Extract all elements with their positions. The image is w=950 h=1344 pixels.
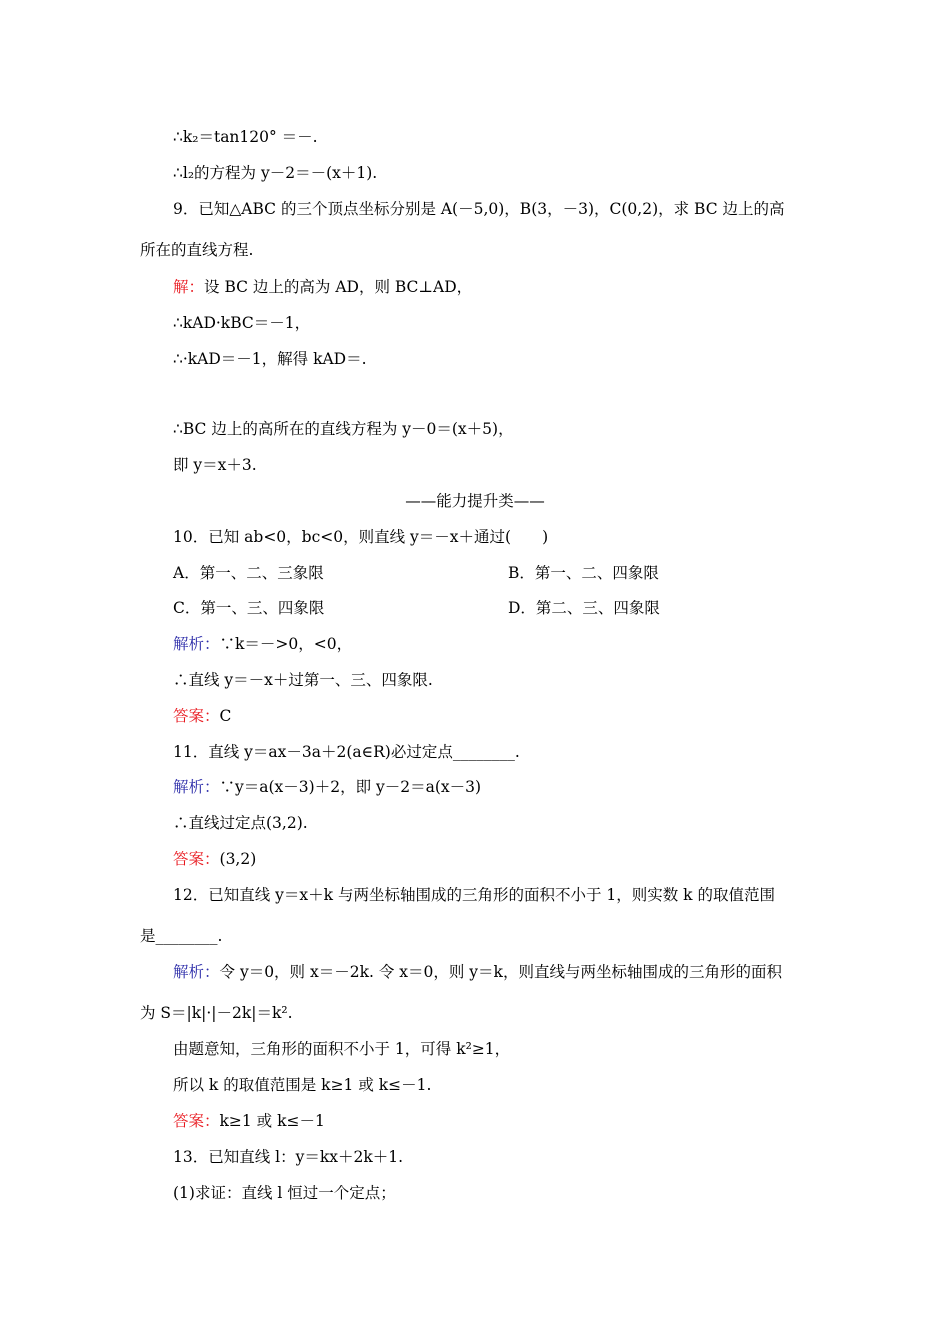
analysis-line <box>173 962 782 982</box>
question-11-stem: 11．直线 y＝ax－3a＋2(a∈R)必过定点________. <box>173 743 520 761</box>
solution-label: 解： <box>173 278 205 296</box>
text-line: ∴k₂＝tan120° ＝－. <box>173 128 318 146</box>
answer-line <box>173 706 231 726</box>
text-line: ∴直线过定点(3,2). <box>173 814 308 832</box>
answer-label: 答案： <box>173 850 220 868</box>
question-13-stem: 13．已知直线 l：y＝kx＋2k＋1. <box>173 1148 404 1166</box>
text-line: ∴直线 y＝－x＋过第一、三、四象限. <box>173 671 433 689</box>
question-9-stem: 9．已知△ABC 的三个顶点坐标分别是 A(－5,0)，B(3，－3)，C(0,2)，求 BC 边上的高 <box>173 200 785 218</box>
analysis-text: ∵y＝a(x－3)＋2，即 y－2＝a(x－3) <box>219 778 482 796</box>
text-line: 所以 k 的取值范围是 k≥1 或 k≤－1. <box>173 1076 432 1094</box>
option-d: D．第二、三、四象限 <box>508 599 660 617</box>
answer-text: (3,2) <box>219 850 257 868</box>
text-line: 由题意知，三角形的面积不小于 1，可得 k²≥1， <box>173 1040 511 1058</box>
text-line: ∴kAD·kBC＝－1， <box>173 314 311 332</box>
answer-line <box>173 1111 325 1131</box>
section-heading: ——能力提升类—— <box>405 492 545 510</box>
analysis-label: 解析： <box>173 963 220 981</box>
analysis-text: ∵k＝－>0，<0， <box>219 635 353 653</box>
text-line: 即 y＝x＋3. <box>173 456 257 474</box>
question-12-stem-cont: 是________. <box>140 927 223 945</box>
question-10-stem: 10．已知 ab<0，bc<0，则直线 y＝－x＋通过( ) <box>173 528 549 546</box>
text-line: ∴·kAD＝－1，解得 kAD＝. <box>173 350 367 368</box>
answer-label: 答案： <box>173 1112 220 1130</box>
answer-text: k≥1 或 k≤－1 <box>219 1112 325 1130</box>
question-9-stem-cont: 所在的直线方程. <box>140 241 254 259</box>
question-13-part-1: (1)求证：直线 l 恒过一个定点； <box>173 1184 396 1202</box>
analysis-line <box>173 777 481 797</box>
solution-text: 设 BC 边上的高为 AD，则 BC⊥AD， <box>204 278 473 296</box>
text-line: 为 S＝|k|·|－2k|＝k². <box>140 1004 293 1022</box>
analysis-label: 解析： <box>173 635 220 653</box>
option-a: A．第一、二、三象限 <box>173 564 324 582</box>
answer-line <box>173 849 256 869</box>
analysis-line <box>173 634 352 654</box>
answer-text: C <box>219 707 232 725</box>
question-12-stem: 12．已知直线 y＝x＋k 与两坐标轴围成的三角形的面积不小于 1，则实数 k 的取值范围 <box>173 886 776 904</box>
option-c: C．第一、三、四象限 <box>173 599 325 617</box>
answer-label: 答案： <box>173 707 220 725</box>
analysis-label: 解析： <box>173 778 220 796</box>
option-b: B．第一、二、四象限 <box>508 564 659 582</box>
analysis-text: 令 y＝0，则 x＝－2k. 令 x＝0，则 y＝k，则直线与两坐标轴围成的三角形的面积 <box>219 963 782 981</box>
text-line: ∴l₂的方程为 y－2＝－(x＋1). <box>173 164 378 182</box>
solution-line <box>173 277 472 297</box>
text-line: ∴BC 边上的高所在的直线方程为 y－0＝(x＋5)， <box>173 420 514 438</box>
